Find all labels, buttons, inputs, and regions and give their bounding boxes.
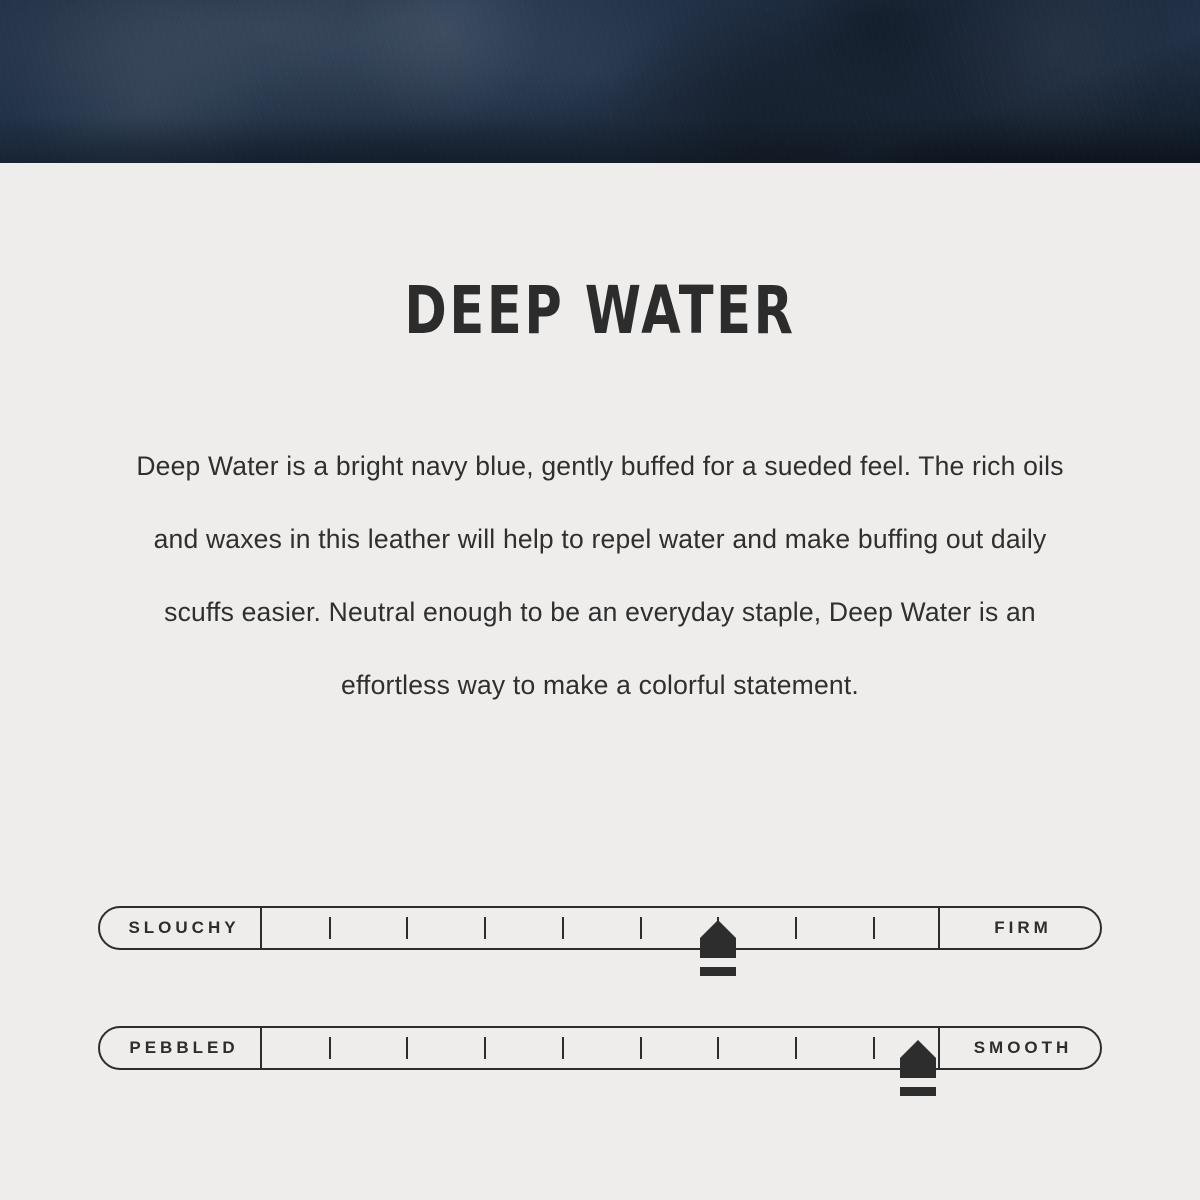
tick-mark xyxy=(795,1037,797,1059)
scale-firmness-right-label: FIRM xyxy=(938,908,1100,948)
scale-texture-ticks xyxy=(262,1028,938,1068)
scale-texture-left-label: PEBBLED xyxy=(100,1028,262,1068)
scale-firmness xyxy=(98,906,1102,950)
marker-arrow-icon xyxy=(697,918,739,960)
tick-mark xyxy=(873,1037,875,1059)
tick-mark xyxy=(329,1037,331,1059)
description-text: Deep Water is a bright navy blue, gently buffed for a sueded feel. The rich oils and waxes in this leather will help to repel water and make buffing out daily scuffs easier. Neutral enough to be an everyday staple, Deep Water is an effortless way to make a colorful statement. xyxy=(136,451,1064,700)
tick-mark xyxy=(329,917,331,939)
tick-mark xyxy=(406,917,408,939)
scale-texture xyxy=(98,1026,1102,1070)
tick-mark xyxy=(640,917,642,939)
tick-mark xyxy=(406,1037,408,1059)
tick-mark xyxy=(795,917,797,939)
tick-mark xyxy=(562,1037,564,1059)
scale-firmness-ticks xyxy=(262,908,938,948)
leather-swatch-image xyxy=(0,0,1200,163)
scale-texture-marker xyxy=(897,1038,939,1096)
tick-mark xyxy=(873,917,875,939)
tick-mark xyxy=(640,1037,642,1059)
page-title: DEEP WATER xyxy=(404,272,796,349)
marker-base xyxy=(700,967,736,976)
scale-texture-right-label: SMOOTH xyxy=(938,1028,1100,1068)
marker-base xyxy=(900,1087,936,1096)
tick-mark xyxy=(717,1037,719,1059)
swatch-shadow-gradient xyxy=(0,117,1200,163)
tick-mark xyxy=(484,917,486,939)
marker-arrow-icon xyxy=(897,1038,939,1080)
scale-firmness-marker xyxy=(697,918,739,976)
scale-firmness-left-label: SLOUCHY xyxy=(100,908,262,948)
tick-mark xyxy=(484,1037,486,1059)
tick-mark xyxy=(562,917,564,939)
